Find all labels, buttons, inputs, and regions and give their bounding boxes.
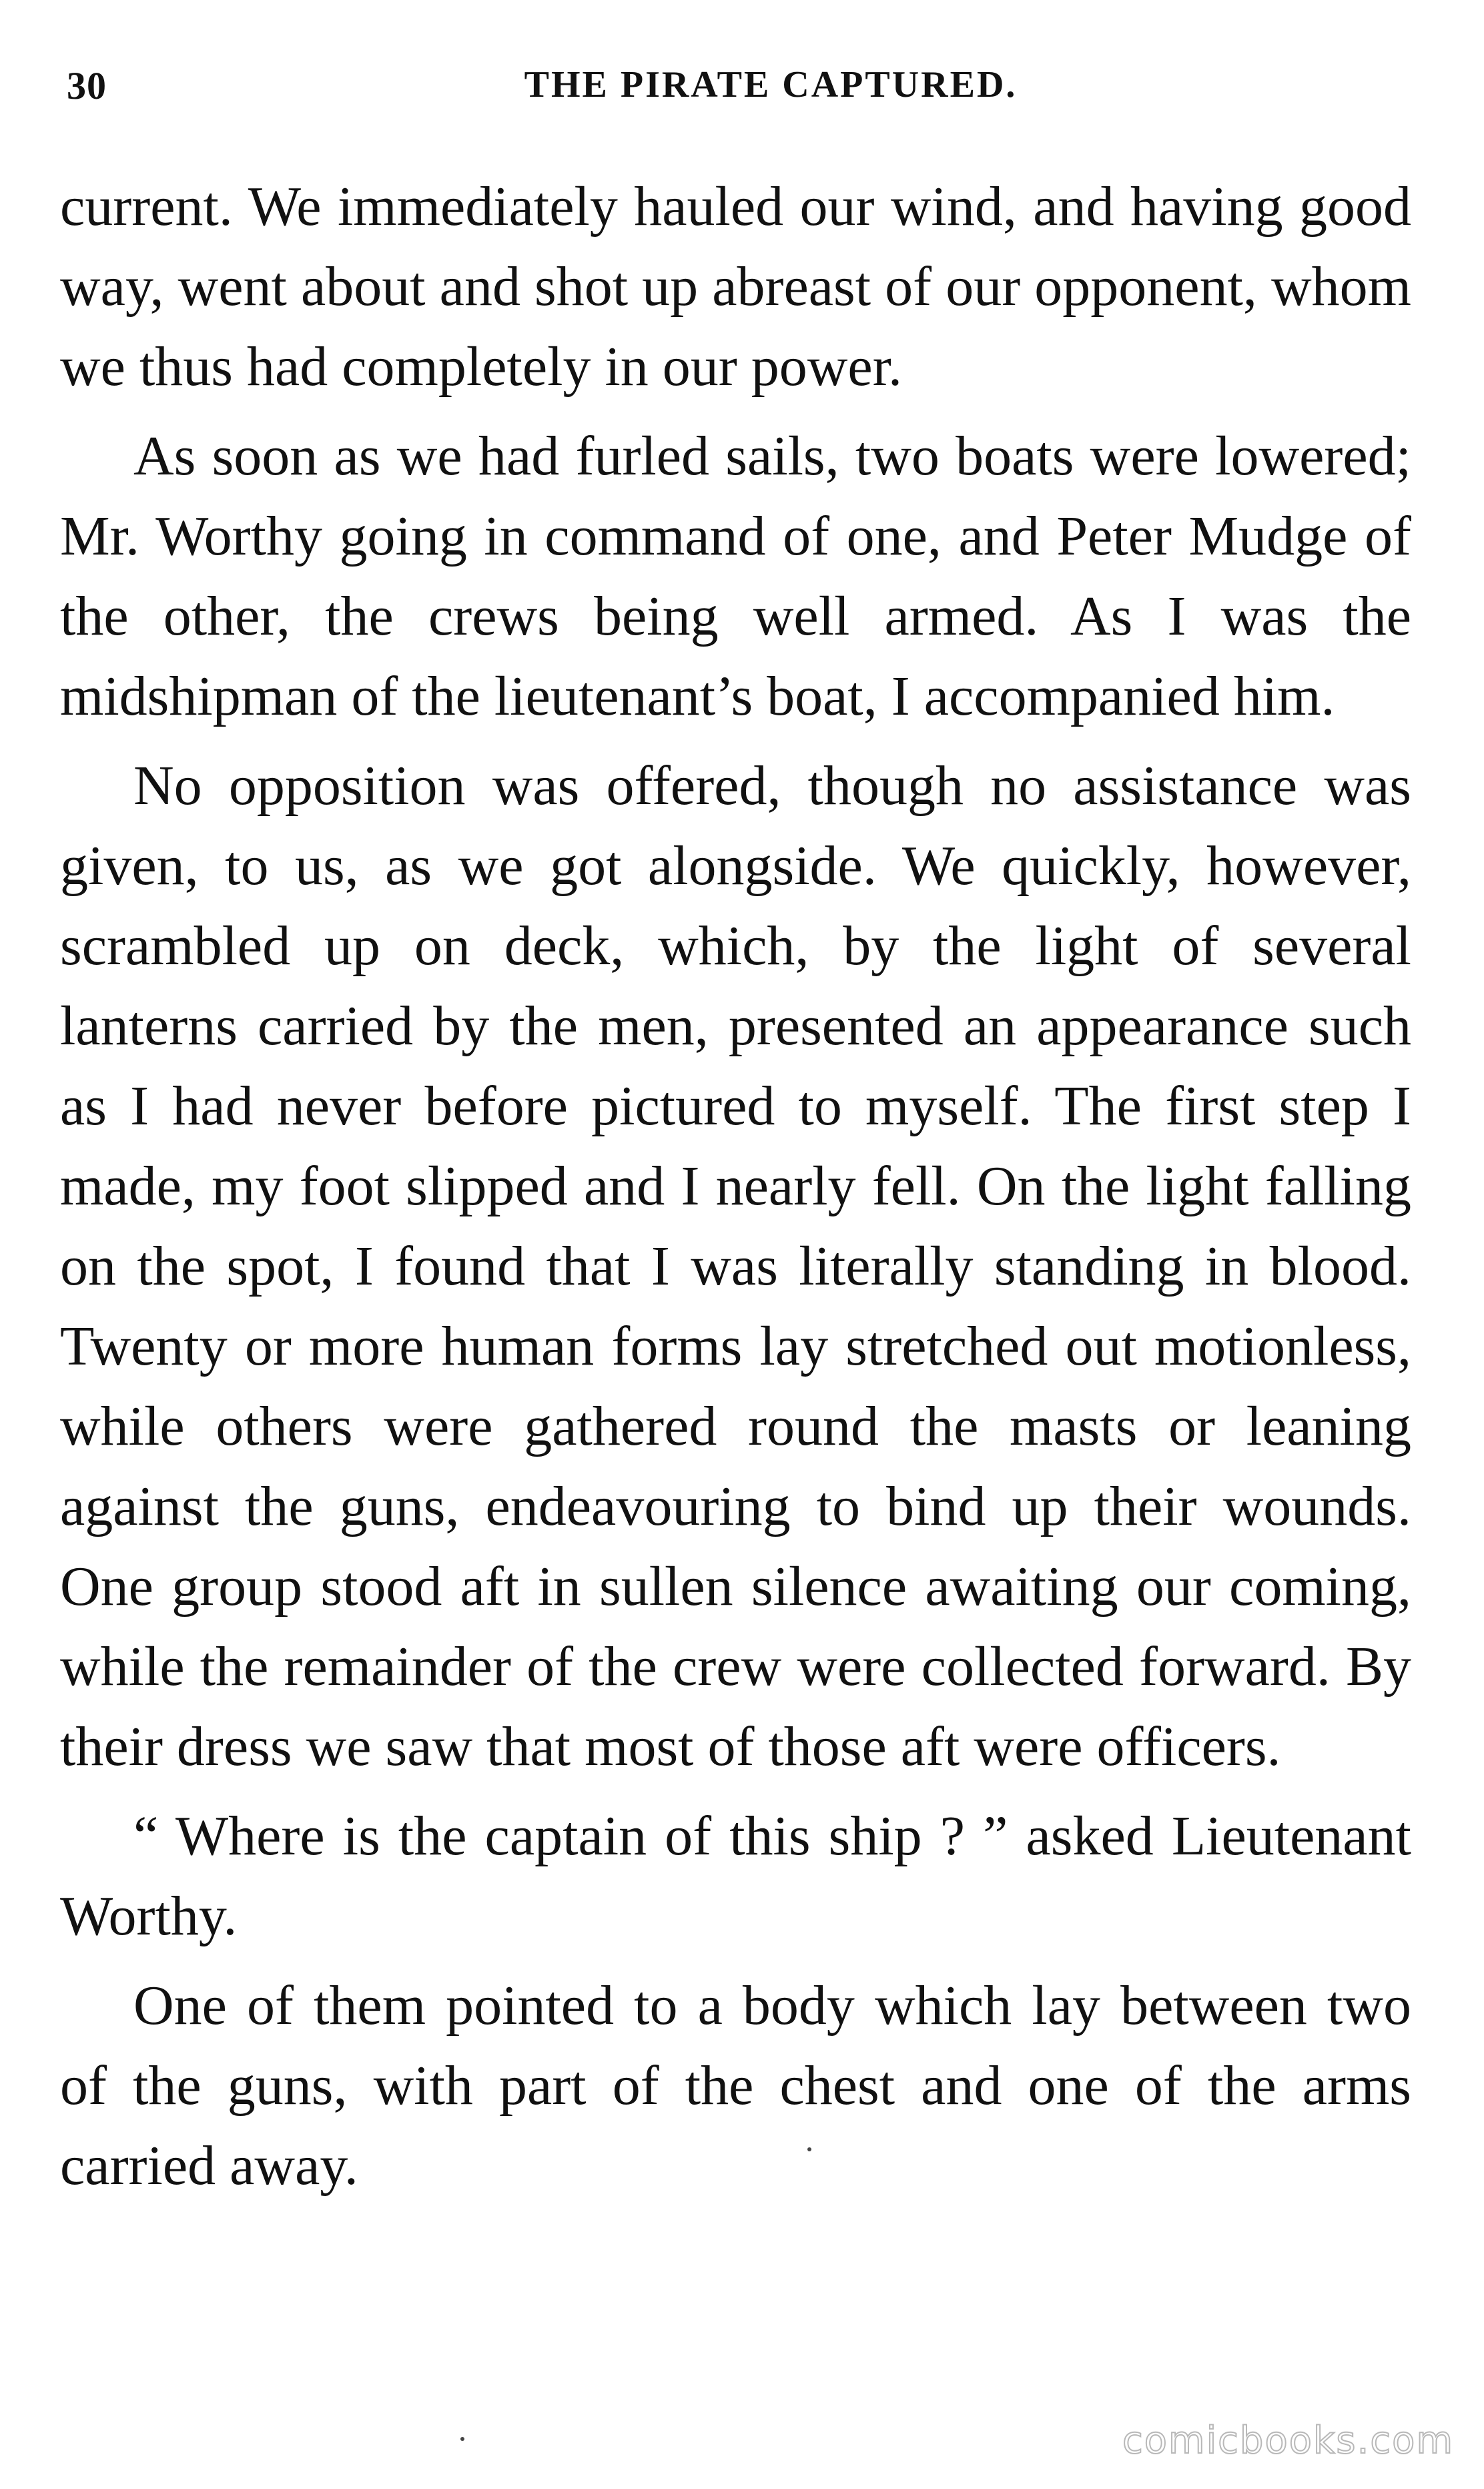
running-head xyxy=(60,63,1395,117)
paragraph-boats-lowered: As soon as we had furled sails, two boats were lowered; Mr. Worthy going in command of one, and Peter Mudge of the other, the crews being well armed. As I was the midshipman of the lieutenant’s boat, I accompanied him. xyxy=(60,425,1411,727)
paragraph-where-is-captain: “ Where is the captain of this ship ? ” asked Lieutenant Worthy. xyxy=(60,1805,1411,1947)
print-speck xyxy=(807,2147,811,2151)
print-speck xyxy=(460,2437,464,2441)
paragraph-continuation: current. We immediately hauled our wind, and having good way, went about and shot up abreast of our opponent, whom we thus had completely in our power. xyxy=(60,175,1411,398)
paragraph-on-deck: No opposition was offered, though no assistance was given, to us, as we got alongside. We quickly, however, scrambled up on deck, which, by the light of several lanterns carried by the men, presented an appearance such as I had never before pictured to myself. The first step I made, my foot slipped and I nearly fell. On the light falling on the spot, I found that I was literally standing in blood. Twenty or more human forms lay stretched out motionless, while others were gathered round the masts or leaning against the guns, endeavouring to bind up their wounds. One group stood aft in sullen silence awaiting our coming, while the remainder of the crew were collected forward. By their dress we saw that most of those aft were officers. xyxy=(60,755,1411,1778)
paragraph-body-between-guns: One of them pointed to a body which lay between two of the guns, with part of the chest and one of the arms carried away. xyxy=(60,1975,1411,2197)
watermark: comicbooks.com xyxy=(1122,2419,1454,2462)
body-text xyxy=(60,167,1411,2215)
page-number: 30 xyxy=(67,64,107,107)
running-title: THE PIRATE CAPTURED. xyxy=(524,64,1018,105)
